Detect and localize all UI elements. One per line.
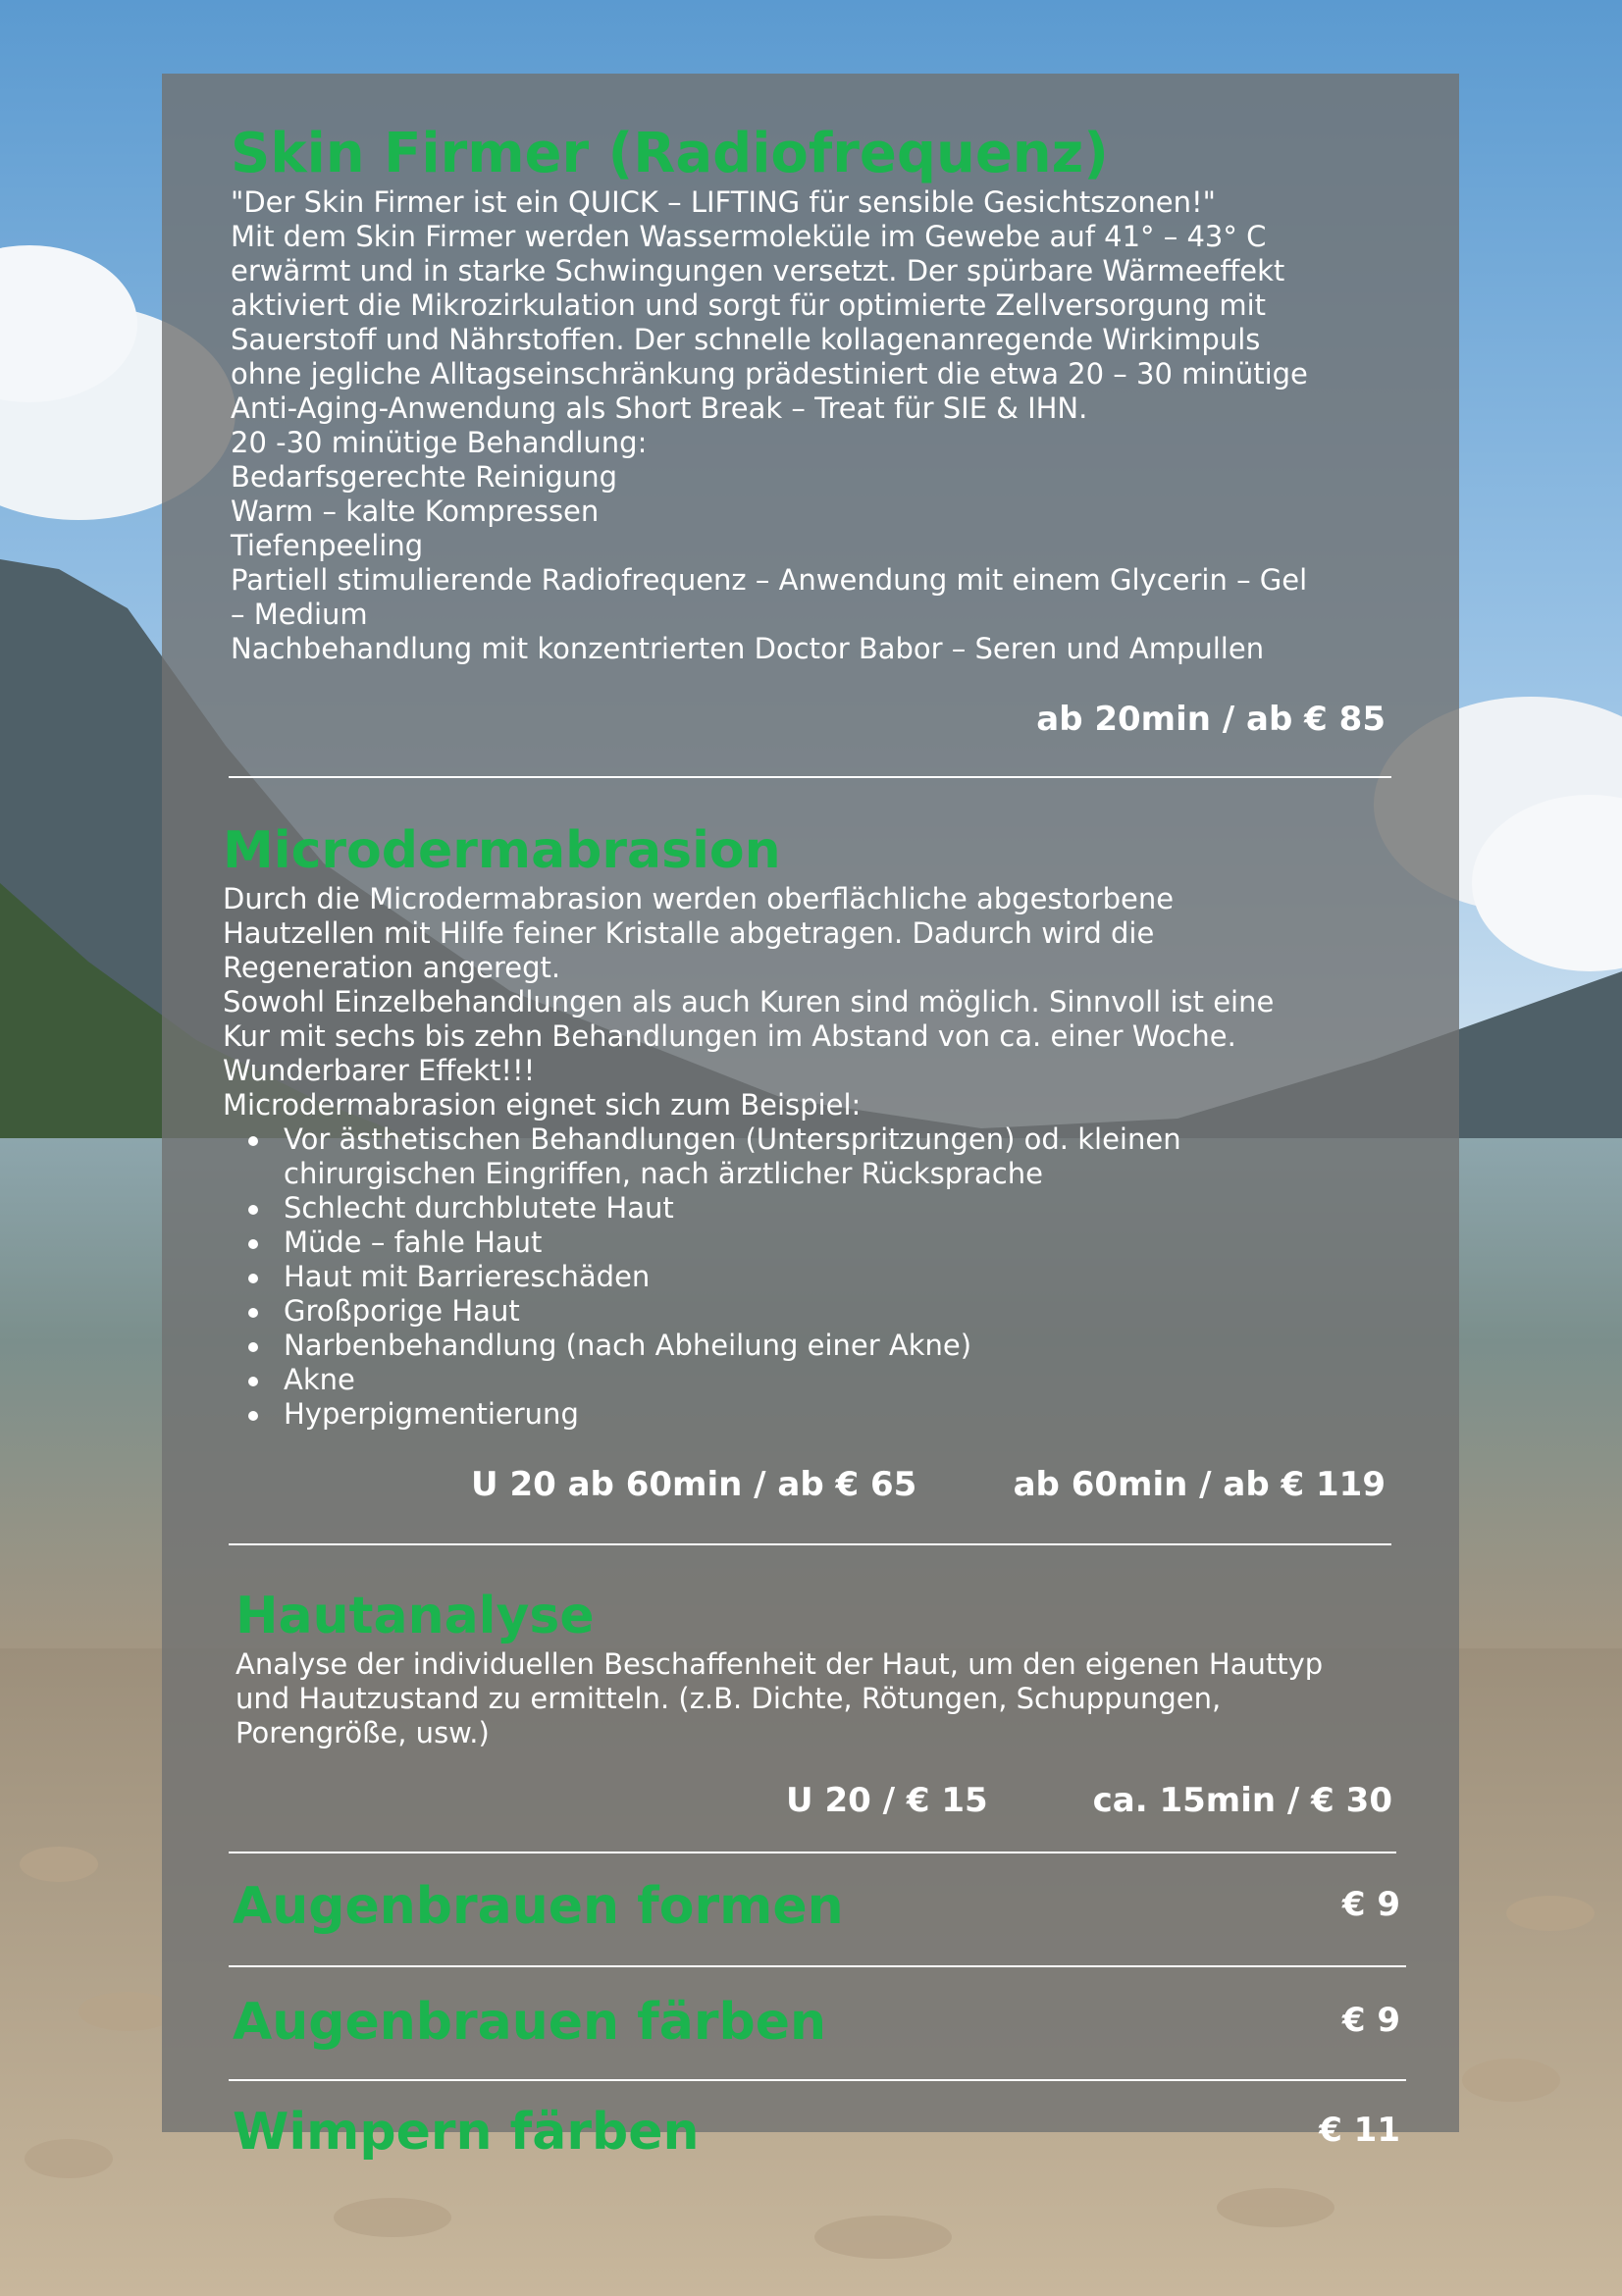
list-item: Vor ästhetischen Behandlungen (Unterspritzungen) od. kleinen chirurgischen Eingriffen, nach ärztlicher Rücksprache [284, 1122, 1265, 1191]
text-line: Microdermabrasion eignet sich zum Beispiel: [223, 1088, 862, 1122]
content-panel [162, 74, 1459, 2162]
divider [229, 1965, 1406, 1967]
text-line: Sauerstoff und Nährstoffen. Der schnelle kollagenanregende Wirkimpuls [231, 323, 1261, 356]
list-item: Müde – fahle Haut [284, 1226, 1410, 1260]
divider [229, 1543, 1391, 1545]
divider [229, 776, 1391, 778]
text-line: und Hautzustand zu ermitteln. (z.B. Dichte, Rötungen, Schuppungen, [235, 1682, 1222, 1715]
microdermabrasion-title: Microdermabrasion [223, 821, 781, 880]
brow-shaping-title: Augenbrauen formen [233, 1877, 844, 1936]
text-line: Nachbehandlung mit konzentrierten Doctor Babor – Seren und Ampullen [231, 632, 1265, 665]
list-item: Akne [284, 1363, 1410, 1397]
list-item: Haut mit Barriereschäden [284, 1260, 1410, 1294]
skin-firmer-section [231, 123, 1408, 666]
hautanalyse-section [235, 1585, 1413, 1750]
lash-tinting-price: € 11 [1319, 2111, 1400, 2150]
indication-list [223, 1122, 1410, 1432]
divider [229, 2079, 1406, 2081]
microdermabrasion-price: ab 60min / ab € 119 [1013, 1465, 1386, 1504]
microdermabrasion-u20-price: U 20 ab 60min / ab € 65 [471, 1465, 917, 1504]
microdermabrasion-description [223, 882, 1410, 1432]
list-item: Großporige Haut [284, 1294, 1410, 1329]
text-line: Analyse der individuellen Beschaffenheit der Haut, um den eigenen Hauttyp [235, 1647, 1324, 1681]
brow-tinting-price: € 9 [1341, 2001, 1400, 2040]
brow-shaping-row [233, 1877, 1400, 1946]
brow-tinting-title: Augenbrauen färben [233, 1993, 827, 2052]
hautanalyse-title: Hautanalyse [235, 1587, 595, 1645]
text-line: aktiviert die Mikrozirkulation und sorgt für optimierte Zellversorgung mit [231, 288, 1267, 322]
text-line: Warm – kalte Kompressen [231, 495, 600, 528]
text-line: Durch die Microdermabrasion werden oberflächliche abgestorbene [223, 882, 1175, 915]
hautanalyse-description [235, 1647, 1413, 1750]
text-line: "Der Skin Firmer ist ein QUICK – LIFTING für sensible Gesichtszonen!" [231, 185, 1216, 219]
skin-firmer-description [231, 185, 1408, 666]
list-item: Hyperpigmentierung [284, 1397, 1410, 1432]
brow-shaping-price: € 9 [1341, 1885, 1400, 1924]
text-line: Regeneration angeregt. [223, 951, 561, 984]
text-line: Tiefenpeeling [231, 529, 424, 562]
skin-firmer-title: Skin Firmer (Radiofrequenz) [231, 122, 1109, 185]
text-line: ohne jegliche Alltagseinschränkung prädestiniert die etwa 20 – 30 minütige [231, 357, 1308, 391]
lash-tinting-title: Wimpern färben [233, 2103, 700, 2162]
text-line: Sowohl Einzelbehandlungen als auch Kuren sind möglich. Sinnvoll ist eine [223, 985, 1275, 1018]
text-line: Mit dem Skin Firmer werden Wassermoleküle im Gewebe auf 41° – 43° C [231, 220, 1267, 253]
hautanalyse-price: ca. 15min / € 30 [1092, 1781, 1392, 1820]
text-line: Partiell stimulierende Radiofrequenz – Anwendung mit einem Glycerin – Gel [231, 563, 1308, 597]
hautanalyse-u20-price: U 20 / € 15 [786, 1781, 988, 1820]
text-line: Kur mit sechs bis zehn Behandlungen im Abstand von ca. einer Woche. [223, 1019, 1236, 1053]
list-item: Schlecht durchblutete Haut [284, 1191, 1410, 1226]
text-line: – Medium [231, 598, 368, 631]
text-line: Bedarfsgerechte Reinigung [231, 460, 618, 494]
text-line: erwärmt und in starke Schwingungen versetzt. Der spürbare Wärmeeffekt [231, 254, 1285, 287]
text-line: Porengröße, usw.) [235, 1716, 490, 1749]
divider [229, 1852, 1396, 1853]
skin-firmer-price: ab 20min / ab € 85 [1036, 700, 1386, 739]
text-line: Anti-Aging-Anwendung als Short Break – Treat für SIE & IHN. [231, 391, 1088, 425]
text-line: Wunderbarer Effekt!!! [223, 1054, 536, 1087]
lash-tinting-row [233, 2103, 1400, 2162]
microdermabrasion-section [223, 819, 1410, 1432]
brow-tinting-row [233, 1993, 1400, 2061]
text-line: 20 -30 minütige Behandlung: [231, 426, 648, 459]
text-line: Hautzellen mit Hilfe feiner Kristalle abgetragen. Dadurch wird die [223, 916, 1155, 950]
list-item: Narbenbehandlung (nach Abheilung einer Akne) [284, 1329, 1410, 1363]
